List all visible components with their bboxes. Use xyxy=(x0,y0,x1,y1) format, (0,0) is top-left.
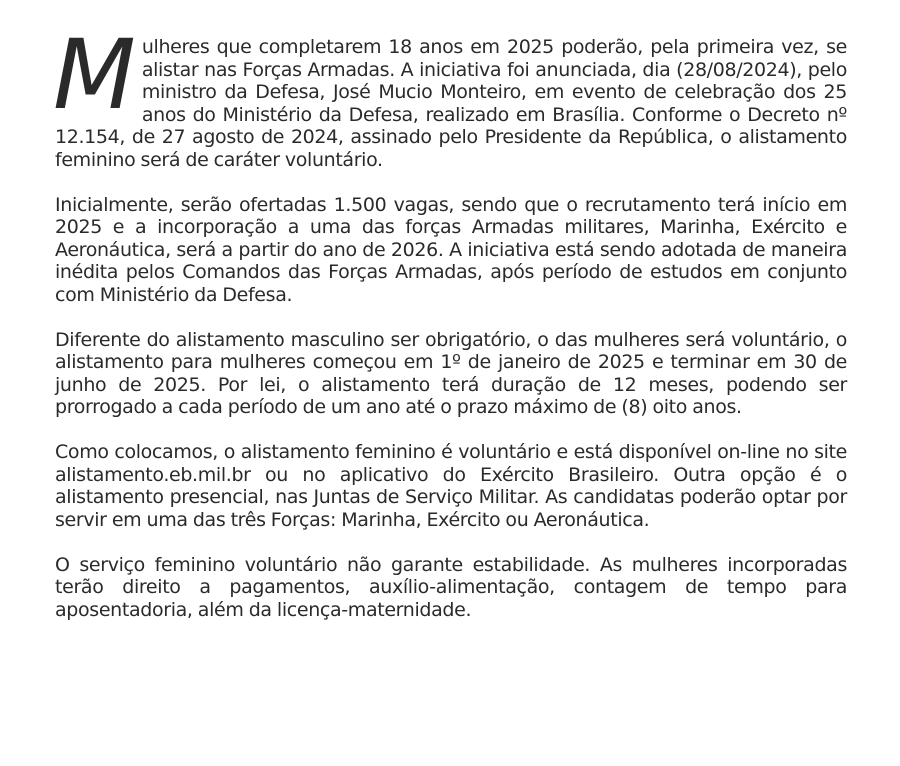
article-body xyxy=(53,19,847,621)
article-paragraph-4 xyxy=(55,441,847,531)
paragraph-text: ulheres que completarem 18 anos em 2025 poderão, pela primeira vez, se alistar nas Forças Armadas. A iniciativa foi anunciada, dia (28/08/2024), pelo ministro da Defesa, José Mucio Monteiro, em evento de celebração dos 25 anos do Ministério da Defesa, realizado em Brasília. Conforme o Decreto nº 12.154, de 27 agosto de 2024, assinado pelo Presidente da República, o alistamento feminino será de caráter voluntário. xyxy=(55,36,847,171)
article-paragraph-1 xyxy=(53,19,847,171)
article-paragraph-3 xyxy=(55,329,847,419)
drop-cap: M xyxy=(53,19,136,131)
paragraph-text: Inicialmente, serão ofertadas 1.500 vagas, sendo que o recrutamento terá início em 2025 e a incorporação a uma das forças Armadas militares, Marinha, Exército e Aeronáutica, será a partir do ano de 2026. A iniciativa está sendo adotada de maneira inédita pelos Comandos das Forças Armadas, após período de estudos em conjunto com Ministério da Defesa. xyxy=(55,193,847,306)
article-paragraph-5 xyxy=(55,554,847,622)
paragraph-text: Como colocamos, o alistamento feminino é voluntário e está disponível on-line no site alistamento.eb.mil.br ou no aplicativo do Exército Brasileiro. Outra opção é o alistamento presencial, nas Juntas de Serviço Militar. As candidatas poderão optar por servir em uma das três Forças: Marinha, Exército ou Aeronáutica. xyxy=(55,441,847,531)
paragraph-text: O serviço feminino voluntário não garante estabilidade. As mulheres incorporadas terão direito a pagamentos, auxílio-alimentação, contagem de tempo para aposentadoria, além da licença-maternidade. xyxy=(55,553,847,621)
article-paragraph-2 xyxy=(55,194,847,307)
paragraph-text: Diferente do alistamento masculino ser obrigatório, o das mulheres será voluntário, o alistamento para mulheres começou em 1º de janeiro de 2025 e terminar em 30 de junho de 2025. Por lei, o alistamento terá duração de 12 meses, podendo ser prorrogado a cada período de um ano até o prazo máximo de (8) oito anos. xyxy=(55,328,847,418)
